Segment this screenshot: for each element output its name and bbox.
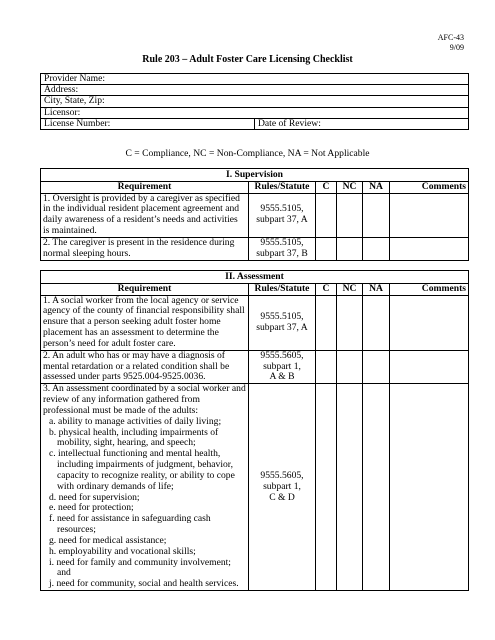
- nc-checkbox[interactable]: [337, 237, 363, 260]
- rules-cell: [249, 237, 316, 260]
- city-state-zip-field[interactable]: City, State, Zip:: [41, 96, 469, 107]
- c-checkbox[interactable]: [316, 384, 337, 591]
- na-checkbox[interactable]: [363, 193, 390, 237]
- comments-header: Comments: [390, 283, 469, 295]
- license-date-row: [41, 118, 469, 129]
- nc-header: NC: [337, 283, 363, 295]
- list-item: c. intellectual functioning and mental health, including impairments of judgment, behavior, capacity to recognize reality, or ability to cope with ordinary demands of life;: [49, 448, 235, 492]
- comments-field[interactable]: [390, 350, 469, 383]
- nc-checkbox[interactable]: [337, 193, 363, 237]
- rules-cell: [249, 350, 316, 383]
- form-id: [438, 33, 464, 52]
- licensor-row: [41, 107, 469, 118]
- list-item: g. need for medical assistance;: [49, 534, 167, 546]
- rules-line: subpart 1,: [263, 360, 301, 372]
- form-number: AFC-43: [437, 33, 464, 42]
- rules-line: subpart 37, B: [256, 247, 308, 259]
- table-row: [41, 193, 469, 237]
- na-header: NA: [363, 181, 390, 193]
- rules-line: subpart 37, A: [256, 214, 308, 226]
- list-item: j. need for community, social and health services.: [49, 578, 239, 590]
- nc-checkbox[interactable]: [337, 384, 363, 591]
- rules-header: Rules/Statute: [249, 181, 316, 193]
- na-checkbox[interactable]: [363, 384, 390, 591]
- list-item: h. employability and vocational skills;: [49, 545, 196, 557]
- requirement-header: Requirement: [41, 181, 249, 193]
- address-field[interactable]: Address:: [41, 85, 469, 96]
- assessment-item-list: [43, 417, 246, 590]
- list-item: b. physical health, including impairments of mobility, sight, hearing, and speech;: [49, 426, 219, 449]
- na-header: NA: [363, 283, 390, 295]
- rules-line: 9555.5605,: [260, 349, 304, 361]
- requirement-text: 2. The caregiver is present in the residence during normal sleeping hours.: [41, 237, 249, 260]
- form-date: 9/09: [449, 42, 464, 52]
- requirement-text: 3. An assessment coordinated by a social worker and review of any information gathered from professional must be made of the adults:: [43, 383, 246, 416]
- provider-info-table: [40, 73, 469, 130]
- rules-cell: [249, 384, 316, 591]
- c-checkbox[interactable]: [316, 193, 337, 237]
- section-title: I. Supervision: [41, 169, 469, 182]
- requirement-text: 2. An adult who has or may have a diagnosis of mental retardation or a related condition shall be assessed under parts 9525.004-9525.0036.: [41, 350, 249, 383]
- compliance-legend: C = Compliance, NC = Non-Compliance, NA = Not Applicable: [125, 148, 370, 159]
- section-title: II. Assessment: [41, 271, 469, 284]
- rules-header: Rules/Statute: [249, 283, 316, 295]
- rules-line: 9555.5605,: [260, 469, 304, 481]
- rules-line: subpart 1,: [263, 480, 301, 492]
- table-row: [41, 384, 469, 591]
- requirement-text: 1. A social worker from the local agency or service agency of the county of financial responsibility shall ensure that a person seeking adult foster home placement has an assessment to determine the person’s need for adult foster care.: [41, 295, 249, 350]
- na-checkbox[interactable]: [363, 237, 390, 260]
- rules-line: 9555.5105,: [260, 310, 304, 322]
- requirement-cell: [41, 384, 249, 591]
- rules-line: A & B: [269, 371, 295, 383]
- na-checkbox[interactable]: [363, 295, 390, 350]
- c-header: C: [316, 181, 337, 193]
- column-header-row: [41, 283, 469, 295]
- rules-line: 9555.5105,: [260, 203, 304, 215]
- comments-field[interactable]: [390, 295, 469, 350]
- rules-line: subpart 37, A: [256, 321, 308, 333]
- section-title-row: [41, 271, 469, 284]
- c-header: C: [316, 283, 337, 295]
- table-row: [41, 350, 469, 383]
- supervision-table: [40, 168, 469, 261]
- comments-field[interactable]: [390, 237, 469, 260]
- rules-line: C & D: [269, 491, 295, 503]
- list-item: i. need for family and community involvement; and: [49, 556, 231, 579]
- rules-cell: [249, 295, 316, 350]
- list-item: f. need for assistance in safeguarding cash resources;: [49, 513, 211, 536]
- nc-checkbox[interactable]: [337, 350, 363, 383]
- list-item: e. need for protection;: [49, 502, 134, 514]
- nc-header: NC: [337, 181, 363, 193]
- requirement-text: 1. Oversight is provided by a caregiver as specified in the individual resident placement agreement and daily awareness of a resident’s needs and activities is maintained.: [41, 193, 249, 237]
- na-checkbox[interactable]: [363, 350, 390, 383]
- table-row: [41, 295, 469, 350]
- c-checkbox[interactable]: [316, 295, 337, 350]
- comments-header: Comments: [390, 181, 469, 193]
- list-item: d. need for supervision;: [49, 491, 140, 503]
- rules-cell: [249, 193, 316, 237]
- column-header-row: [41, 181, 469, 193]
- nc-checkbox[interactable]: [337, 295, 363, 350]
- date-of-review-field[interactable]: Date of Review:: [255, 118, 469, 129]
- city-state-zip-row: [41, 96, 469, 107]
- requirement-header: Requirement: [41, 283, 249, 295]
- c-checkbox[interactable]: [316, 350, 337, 383]
- assessment-table: [40, 270, 469, 591]
- page-title: Rule 203 – Adult Foster Care Licensing Checklist: [142, 54, 353, 65]
- licensor-field[interactable]: Licensor:: [41, 107, 469, 118]
- c-checkbox[interactable]: [316, 237, 337, 260]
- section-title-row: [41, 169, 469, 182]
- comments-field[interactable]: [390, 193, 469, 237]
- comments-field[interactable]: [390, 384, 469, 591]
- table-row: [41, 237, 469, 260]
- list-item: a. ability to manage activities of daily living;: [49, 415, 222, 427]
- rules-line: 9555.5105,: [260, 236, 304, 248]
- provider-name-field[interactable]: Provider Name:: [41, 74, 469, 85]
- license-number-field[interactable]: License Number:: [41, 118, 255, 129]
- address-row: [41, 85, 469, 96]
- provider-name-row: [41, 74, 469, 85]
